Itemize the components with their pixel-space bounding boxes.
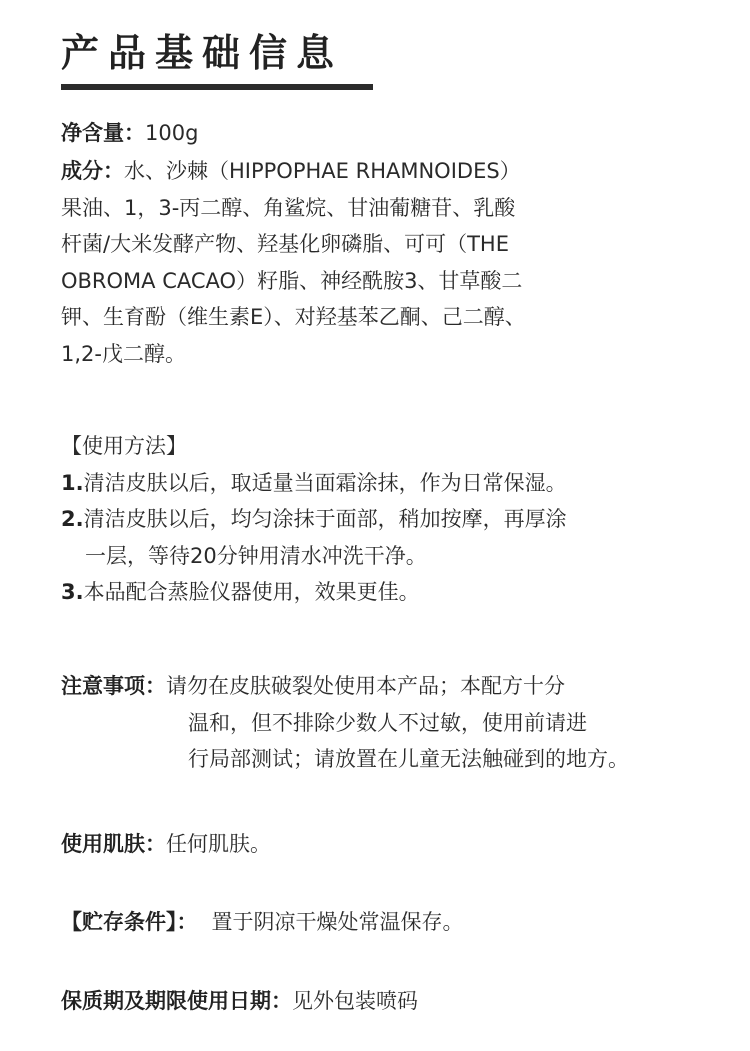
net-content-section [61, 115, 198, 152]
storage-section [61, 904, 464, 941]
usage-step-text: 清洁皮肤以后，取适量当面霜涂抹，作为日常保湿。 [83, 470, 567, 495]
page-title: 产品基础信息 [61, 31, 344, 75]
applicable-skin-value: 任何肌肤。 [166, 832, 271, 856]
caution-line: 行局部测试；请放置在儿童无法触碰到的地方。 [188, 747, 629, 771]
caution-section [61, 668, 629, 778]
shelf-life-section [61, 983, 418, 1020]
caution-line: 请勿在皮肤破裂处使用本产品；本配方十分 [166, 674, 565, 698]
title-underline [61, 84, 373, 90]
ingredients-line: 水、沙棘（HIPPOPHAE RHAMNOIDES） [124, 159, 521, 183]
ingredients-line: 1,2-戊二醇。 [61, 341, 186, 366]
applicable-skin-section [61, 826, 271, 863]
usage-step-number: 2. [61, 507, 84, 531]
ingredients-line: OBROMA CACAO）籽脂、神经酰胺3、甘草酸二 [61, 268, 523, 293]
ingredients-section [61, 153, 526, 372]
ingredients-label: 成分： [61, 159, 124, 183]
usage-step-continuation: 一层，等待20分钟用清水冲洗干净。 [85, 543, 427, 568]
usage-step [61, 574, 567, 611]
shelf-life-label: 保质期及期限使用日期： [61, 989, 292, 1013]
usage-step-text: 清洁皮肤以后，均匀涂抹于面部，稍加按摩，再厚涂 [83, 507, 567, 531]
usage-step [61, 465, 567, 502]
usage-step [61, 501, 567, 538]
ingredients-line: 果油、1，3-丙二醇、角鲨烷、甘油葡糖苷、乳酸 [61, 195, 516, 220]
storage-value: 置于阴凉干燥处常温保存。 [211, 910, 464, 934]
usage-section [61, 428, 567, 611]
ingredients-line: 杆菌/大米发酵产物、羟基化卵磷脂、可可（THE [61, 232, 509, 256]
usage-step-number: 1. [61, 470, 84, 495]
ingredients-line: 钾、生育酚（维生素E）、对羟基苯乙酮、己二醇、 [61, 305, 526, 329]
usage-heading: 【使用方法】 [61, 434, 187, 458]
usage-step-number: 3. [61, 580, 84, 604]
net-content-label: 净含量： [61, 121, 145, 145]
applicable-skin-label: 使用肌肤： [61, 832, 166, 856]
caution-line: 温和，但不排除少数人不过敏，使用前请进 [188, 710, 587, 735]
shelf-life-value: 见外包装喷码 [292, 989, 418, 1013]
net-content-value: 100g [145, 121, 199, 145]
usage-step-text: 本品配合蒸脸仪器使用，效果更佳。 [83, 580, 420, 604]
caution-label: 注意事项： [61, 674, 166, 698]
storage-label: 【贮存条件】： [61, 910, 198, 934]
